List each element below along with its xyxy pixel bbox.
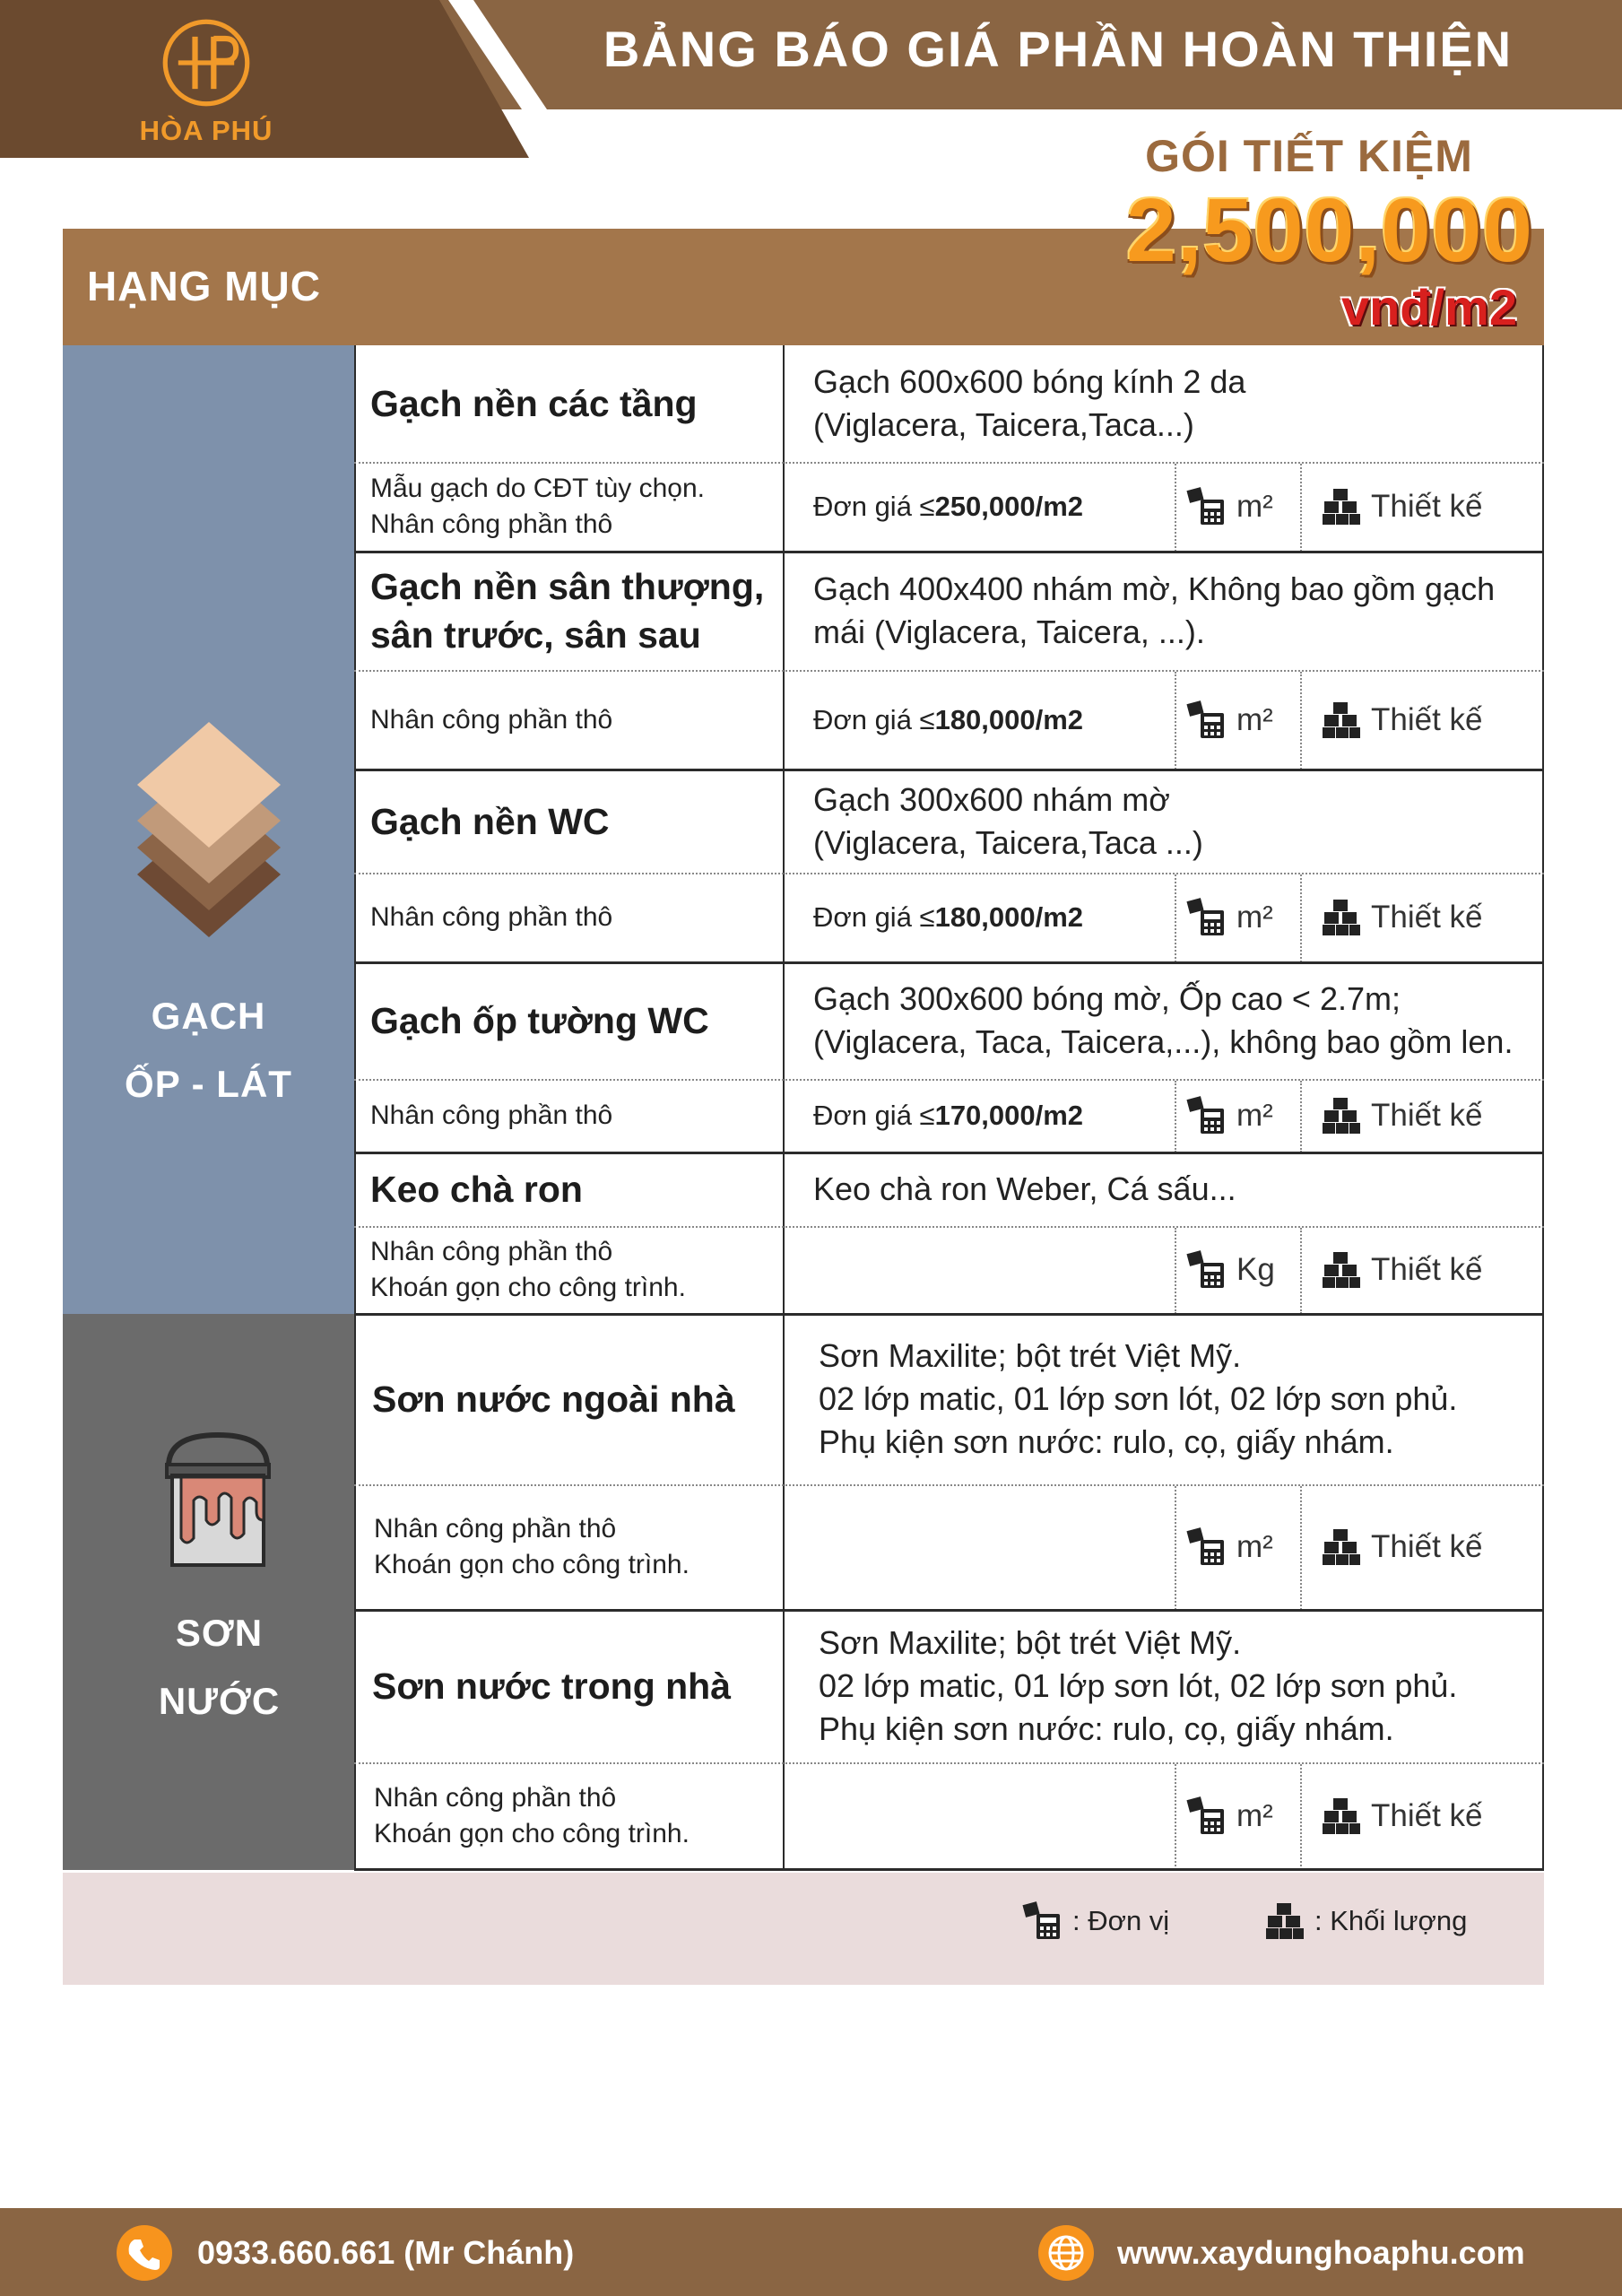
row-subtext: Nhân công phần thô [370,704,613,735]
row-subtext: Nhân công phần thô Khoán gọn cho công trình. [374,1514,690,1579]
table-row [354,552,1544,770]
row-unit: m² [1186,873,1303,962]
table-row [354,1152,1544,1314]
unit-calculator-icon [1186,1250,1227,1290]
table-bottom-border [354,1868,1544,1871]
price-table [354,345,1544,1870]
quantity-boxes-icon [1321,1796,1362,1836]
quantity-boxes-icon [1321,700,1362,740]
row-title: Gạch nền WC [370,800,610,842]
table-row [354,1314,1544,1610]
row-quantity: Thiết kế [1321,873,1536,962]
row-quantity: Thiết kế [1321,462,1536,552]
row-unit: m² [1186,1079,1303,1152]
row-description: Gạch 300x600 nhám mờ (Viglacera, Taicera,Taca ...) [813,780,1203,861]
row-price: Đơn giá ≤ 170,000/m2 [813,1100,1084,1131]
footer-website[interactable]: www.xaydunghoaphu.com [1117,2234,1525,2271]
row-subtext: Mẫu gạch do CĐT tùy chọn. Nhân công phần thô [370,474,705,539]
unit-calculator-icon [1186,487,1227,526]
quantity-boxes-icon [1321,1096,1362,1135]
table-row [354,962,1544,1152]
row-price: Đơn giá ≤ 180,000/m2 [813,901,1084,933]
row-description: Sơn Maxilite; bột trét Việt Mỹ. 02 lớp matic, 01 lớp sơn lót, 02 lớp sơn phủ. Phụ kiện sơn nước: rulo, cọ, giấy nhám. [819,1624,1458,1747]
section-paint-label-1: SƠN [175,1612,264,1654]
unit-calculator-icon [1186,700,1227,740]
row-subtext: Nhân công phần thô Khoán gọn cho công trình. [374,1783,690,1848]
row-title: Keo chà ron [370,1169,583,1210]
row-description: Gạch 400x400 nhám mờ, Không bao gồm gạch mái (Viglacera, Taicera, ...). [813,570,1496,650]
unit-calculator-icon [1186,1796,1227,1836]
brand-name: HÒA PHÚ [139,115,273,146]
row-subtext: Nhân công phần thô [370,902,613,932]
row-unit: m² [1186,1484,1303,1610]
row-unit: Kg [1186,1226,1303,1314]
row-description: Gạch 300x600 bóng mờ, Ốp cao < 2.7m; (Viglacera, Taca, Taicera,...), không bao gồm len. [813,980,1514,1060]
row-price: Đơn giá ≤ 180,000/m2 [813,703,1084,735]
quantity-boxes-icon [1321,1527,1362,1567]
legend-quantity: : Khối lượng [1264,1901,1467,1941]
row-description: Keo chà ron Weber, Cá sấu... [813,1170,1236,1207]
globe-icon [1038,2225,1094,2281]
table-row [354,345,1544,552]
row-title: Sơn nước trong nhà [372,1665,732,1707]
section-tiles-label-2: ỐP - LÁT [125,1063,292,1105]
footer-phone[interactable]: 0933.660.661 (Mr Chánh) [197,2234,575,2271]
row-quantity: Thiết kế [1321,670,1536,770]
unit-calculator-icon [1186,1096,1227,1135]
tiles-stack-icon [133,713,285,955]
unit-calculator-icon [1186,898,1227,937]
row-title: Gạch ốp tường WC [370,1000,709,1041]
package-price: 2,500,000 [1126,180,1533,281]
phone-icon [117,2225,172,2281]
row-unit: m² [1186,670,1303,770]
quantity-boxes-icon [1321,487,1362,526]
package-label: GÓI TIẾT KIỆM [1145,131,1473,181]
legend-unit: : Đơn vị [1022,1901,1169,1941]
row-quantity: Thiết kế [1321,1079,1536,1152]
section-tiles-panel [63,345,354,1314]
row-quantity: Thiết kế [1321,1226,1536,1314]
quantity-boxes-icon [1321,1250,1362,1290]
unit-calculator-icon [1022,1901,1063,1941]
section-paint-label-2: NƯỚC [158,1680,281,1722]
row-quantity: Thiết kế [1321,1762,1536,1870]
row-title: Gạch nền sân thượng, sân trước, sân sau [370,566,765,656]
page-title: BẢNG BÁO GIÁ PHẦN HOÀN THIỆN [603,21,1514,77]
row-description: Gạch 600x600 bóng kính 2 da (Viglacera, Taicera,Taca...) [813,363,1246,443]
row-unit: m² [1186,1762,1303,1870]
row-subtext: Nhân công phần thô [370,1100,613,1130]
row-title: Sơn nước ngoài nhà [372,1378,735,1420]
row-title: Gạch nền các tầng [370,383,698,424]
quantity-boxes-icon [1264,1901,1305,1941]
row-unit: m² [1186,462,1303,552]
hoa-phu-logo-icon [160,16,253,109]
section-paint-panel [63,1314,354,1870]
unit-calculator-icon [1186,1527,1227,1567]
paint-bucket-icon [160,1431,276,1574]
table-row [354,1610,1544,1870]
category-header-label: HẠNG MỤC [87,263,321,309]
section-tiles-label-1: GẠCH [151,995,266,1037]
row-subtext: Nhân công phần thô Khoán gọn cho công trình. [370,1237,686,1302]
row-description: Sơn Maxilite; bột trét Việt Mỹ. 02 lớp matic, 01 lớp sơn lót, 02 lớp sơn phủ. Phụ kiện sơn nước: rulo, cọ, giấy nhám. [819,1337,1458,1460]
table-row [354,770,1544,962]
quantity-boxes-icon [1321,898,1362,937]
package-price-unit: vnđ/m2 [1340,279,1517,335]
row-quantity: Thiết kế [1321,1484,1536,1610]
row-price: Đơn giá ≤ 250,000/m2 [813,491,1084,522]
